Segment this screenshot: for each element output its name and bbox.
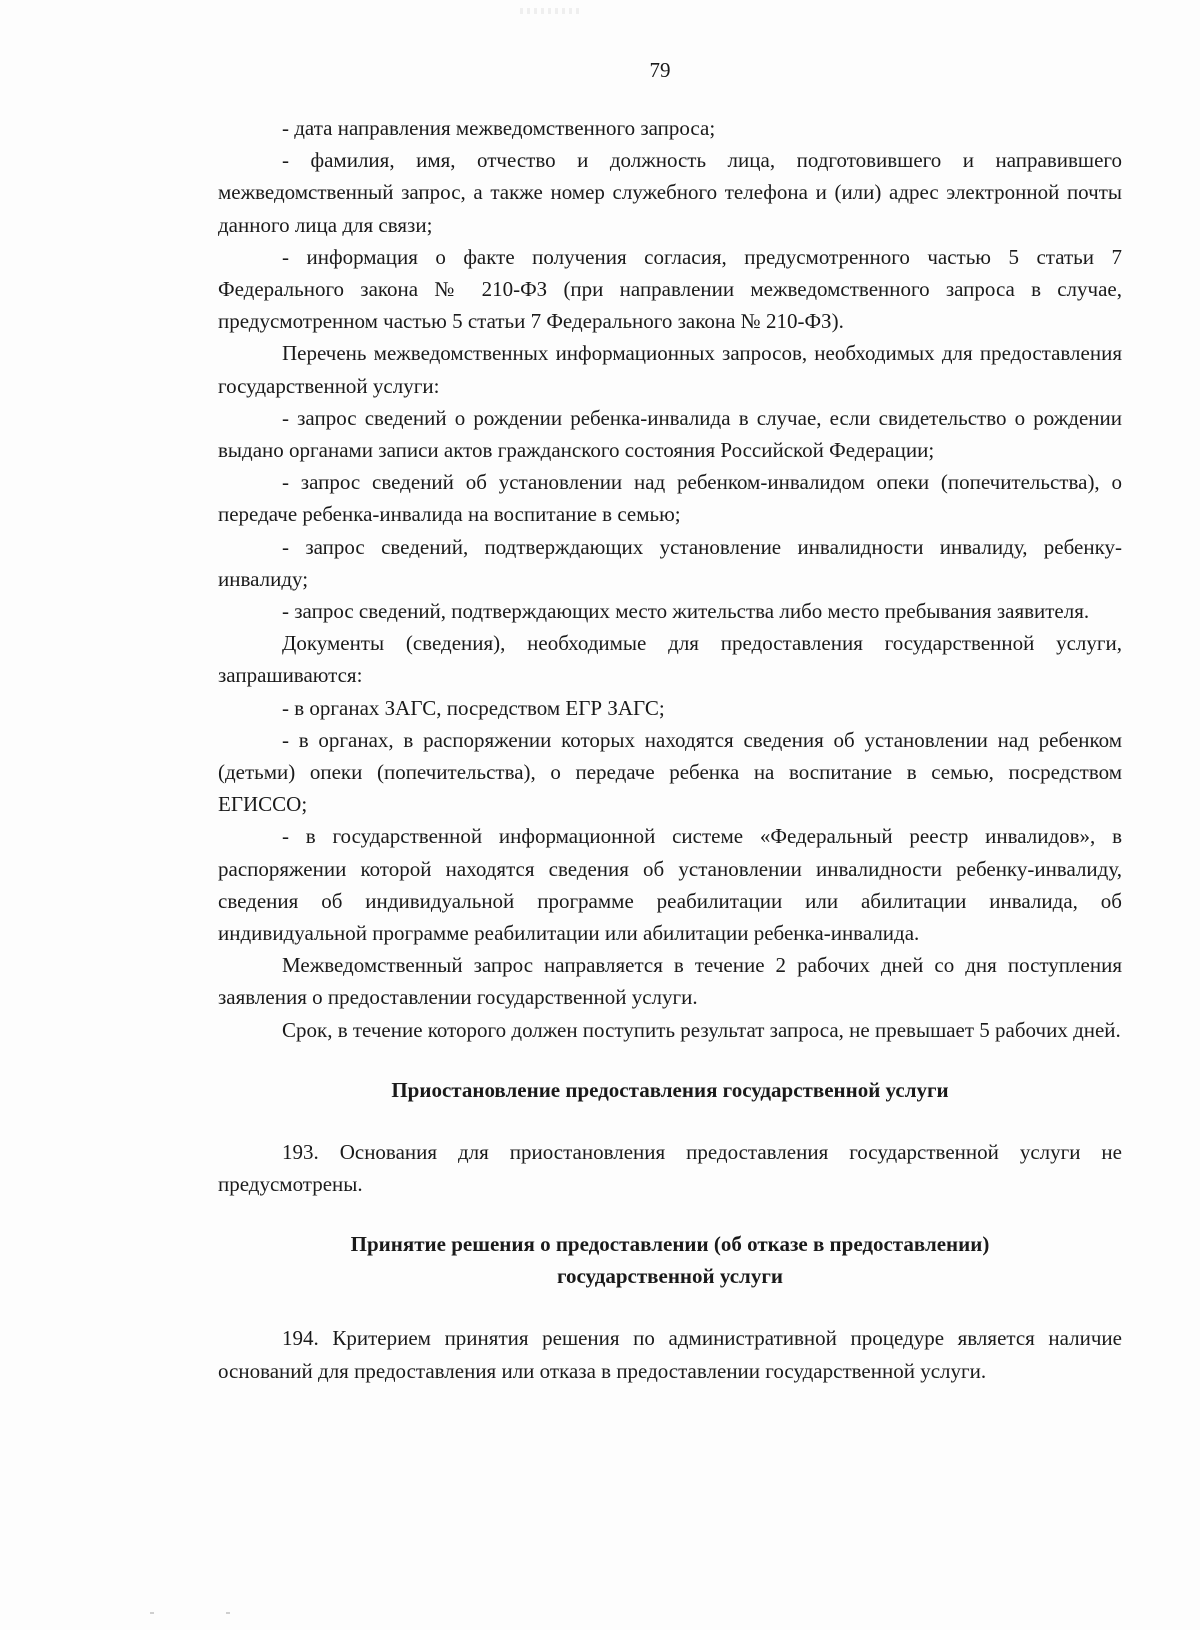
paragraph: - фамилия, имя, отчество и должность лица, подготовившего и направившего межведомственный запрос, а также номер служебного телефона и (или) адрес электронной почты данного лица для связи; [218, 148, 1122, 237]
paragraph: - информация о факте получения согласия, предусмотренного частью 5 статьи 7 Федерального закона № 210-ФЗ (при направлении межведомственного запроса в случае, предусмотренном частью 5 статьи 7 Федерального закона № 210-ФЗ). [218, 244, 1122, 334]
section-heading-suspension: Приостановление предоставления государственной услуги [391, 1077, 949, 1102]
paragraph: - запрос сведений о рождении ребенка-инвалида в случае, если свидетельство о рождении выдано органами записи актов гражданского состояния Российской Федерации; [218, 405, 1122, 463]
paragraph: - запрос сведений, подтверждающих место жительства либо место пребывания заявителя. [282, 599, 1090, 624]
spacer [218, 1106, 1122, 1136]
paragraph: - в государственной информационной системе «Федеральный реестр инвалидов», в распоряжении которой находятся сведения об установлении инвалидности ребенку-инвалиду, сведения об индивидуальной программе реабилитации или абилитации инвалида, об индивидуальной программе реабилитации или абилитации ребенка-инвалида. [218, 824, 1122, 946]
paragraph: - в органах ЗАГС, посредством ЕГР ЗАГС; [282, 695, 665, 720]
paragraph: Перечень межведомственных информационных запросов, необходимых для предоставления государственной услуги: [218, 341, 1122, 398]
paragraph: Документы (сведения), необходимые для предоставления государственной услуги, запрашиваются: [218, 631, 1122, 688]
paragraph: - запрос сведений, подтверждающих установление инвалидности инвалиду, ребенку-инвалиду; [218, 534, 1122, 591]
section-heading-decision-line1: Принятие решения о предоставлении (об отказе в предоставлении) [350, 1232, 990, 1257]
paragraph: Срок, в течение которого должен поступить результат запроса, не превышает 5 рабочих дней. [282, 1017, 1121, 1042]
section-heading-decision-line2: государственной услуги [557, 1264, 783, 1289]
paragraph: - в органах, в распоряжении которых находятся сведения об установлении над ребенком (детьми) опеки (попечительства), о передаче ребенка на воспитание в семью, посредством ЕГИССО; [218, 727, 1122, 817]
paragraph-193: 193. Основания для приостановления предоставления государственной услуги не предусмотрены. [218, 1139, 1122, 1197]
paragraph: Межведомственный запрос направляется в течение 2 рабочих дней со дня поступления заявления о предоставлении государственной услуги. [218, 953, 1122, 1010]
spacer [218, 1200, 1122, 1228]
paragraph: - запрос сведений об установлении над ребенком-инвалидом опеки (попечительства), о передаче ребенка-инвалида на воспитание в семью; [218, 470, 1122, 527]
paragraph-194: 194. Критерием принятия решения по административной процедуре является наличие оснований для предоставления или отказа в предоставлении государственной услуги. [218, 1326, 1122, 1383]
scan-artifact [520, 8, 580, 14]
paragraph: - дата направления межведомственного запроса; [282, 116, 716, 140]
spacer [218, 1292, 1122, 1322]
scan-artifact [226, 1612, 230, 1614]
scan-artifact [150, 1612, 154, 1614]
spacer [218, 1046, 1122, 1074]
document-body [218, 112, 1122, 1387]
page-number: 79 [649, 58, 671, 82]
